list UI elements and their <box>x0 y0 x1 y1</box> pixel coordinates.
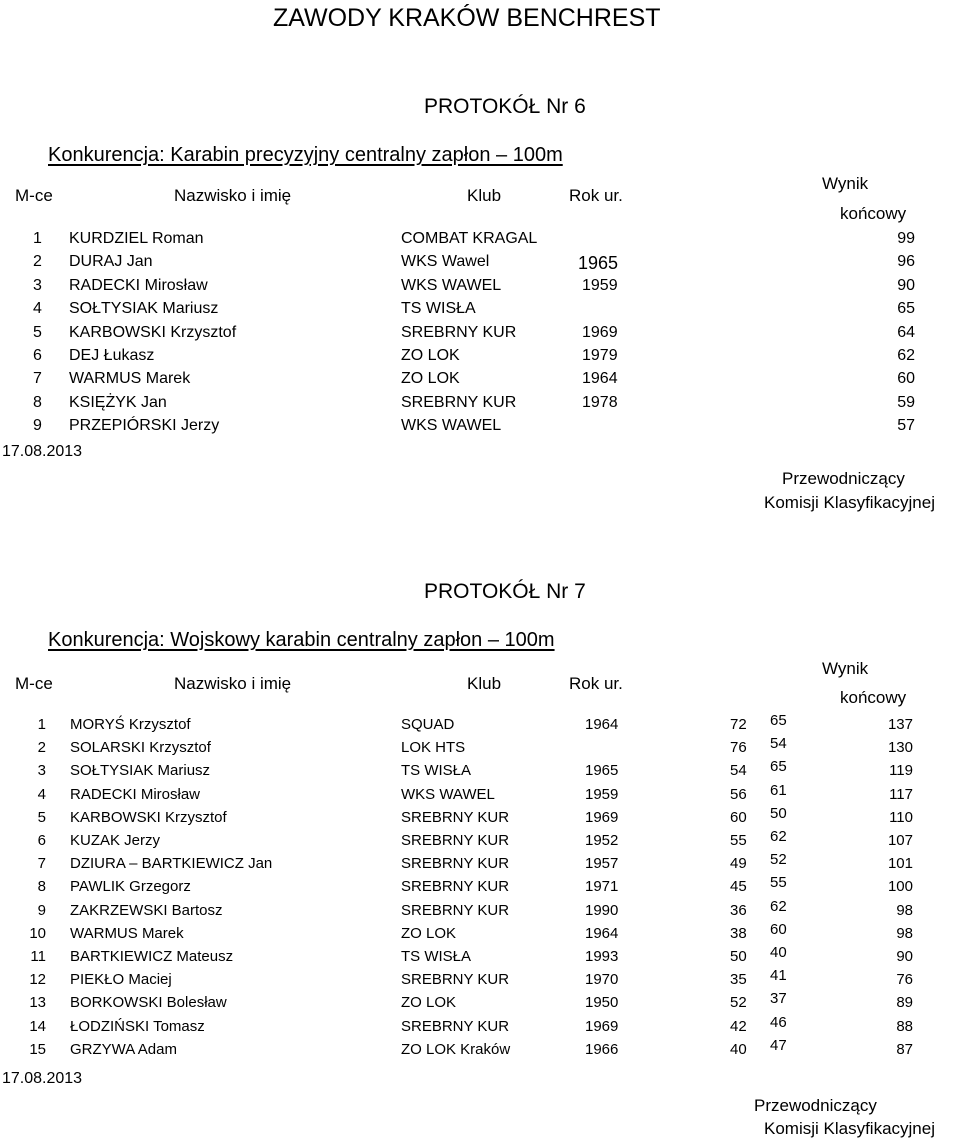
cell-name: SOŁTYSIAK Mariusz <box>69 300 219 318</box>
cell-year: 1964 <box>582 370 618 388</box>
cell-name: KARBOWSKI Krzysztof <box>70 808 227 826</box>
cell-place: 4 <box>33 300 42 318</box>
cell-club: ZO LOK Kraków <box>401 1040 511 1058</box>
cell-place: 3 <box>33 276 42 294</box>
header-name: Nazwisko i imię <box>174 674 292 693</box>
cell-score-1: 40 <box>730 1040 747 1058</box>
cell-year: 1959 <box>582 276 618 294</box>
cell-result: 119 <box>889 762 913 780</box>
cell-name: KURDZIEL Roman <box>69 230 204 247</box>
cell-name: RADECKI Mirosław <box>70 785 201 803</box>
cell-score-1: 72 <box>730 716 747 733</box>
cell-name: PAWLIK Grzegorz <box>70 878 191 896</box>
cell-place: 8 <box>37 878 46 896</box>
cell-club: WKS WAWEL <box>401 276 502 294</box>
cell-club: TS WISŁA <box>401 762 472 780</box>
cell-place: 5 <box>37 808 46 826</box>
cell-year: 1969 <box>585 1017 619 1035</box>
protocol-6-signature-committee: Komisji Klasyfikacyjnej <box>764 493 935 512</box>
cell-place: 8 <box>33 393 42 411</box>
cell-name: SOLARSKI Krzysztof <box>70 739 211 757</box>
header-result-line1: Wynik <box>822 659 869 678</box>
cell-name: PIEKŁO Maciej <box>70 971 172 989</box>
header-year: Rok ur. <box>569 674 623 693</box>
cell-result: 87 <box>896 1040 913 1058</box>
cell-result: 137 <box>887 716 913 733</box>
cell-year: 1993 <box>585 948 619 965</box>
cell-result: 76 <box>896 971 913 989</box>
protocol-7-heading: PROTOKÓŁ Nr 7 <box>424 580 586 603</box>
cell-year: 1979 <box>582 347 618 364</box>
cell-result: 90 <box>897 276 915 294</box>
protocol-6-date: 17.08.2013 <box>2 443 83 460</box>
cell-year: 1952 <box>585 832 619 849</box>
cell-club: SREBRNY KUR <box>401 832 510 849</box>
cell-club: SREBRNY KUR <box>401 901 510 919</box>
cell-name: BARTKIEWICZ Mateusz <box>70 948 234 965</box>
cell-score-2: 62 <box>770 897 787 915</box>
cell-score-2: 55 <box>770 874 787 892</box>
cell-year: 1965 <box>578 253 619 274</box>
cell-place: 5 <box>33 323 42 341</box>
cell-name: GRZYWA Adam <box>70 1040 177 1058</box>
cell-name: ZAKRZEWSKI Bartosz <box>70 901 223 919</box>
cell-score-2: 52 <box>770 851 787 869</box>
cell-place: 14 <box>29 1017 46 1035</box>
cell-result: 57 <box>897 417 915 435</box>
header-result-line1: Wynik <box>822 174 869 193</box>
cell-year: 1990 <box>585 901 619 919</box>
cell-score-2: 65 <box>770 712 787 729</box>
cell-place: 9 <box>33 417 42 435</box>
cell-club: SREBRNY KUR <box>401 323 517 341</box>
cell-year: 1965 <box>585 762 619 780</box>
cell-score-1: 52 <box>730 994 747 1012</box>
cell-place: 6 <box>33 347 42 364</box>
cell-result: 130 <box>887 739 913 757</box>
cell-score-2: 62 <box>770 828 787 845</box>
cell-club: SREBRNY KUR <box>401 971 510 989</box>
cell-name: KARBOWSKI Krzysztof <box>69 323 237 341</box>
cell-result: 96 <box>897 253 915 271</box>
header-club: Klub <box>467 186 502 205</box>
cell-place: 11 <box>30 948 46 965</box>
header-place: M-ce <box>15 186 53 205</box>
cell-name: BORKOWSKI Bolesław <box>70 994 227 1012</box>
protocol-6-signature-title: Przewodniczący <box>782 469 905 488</box>
cell-score-2: 54 <box>770 735 787 753</box>
cell-result: 65 <box>897 300 915 318</box>
cell-year: 1957 <box>585 855 619 873</box>
cell-name: MORYŚ Krzysztof <box>70 716 191 733</box>
cell-club: LOK HTS <box>401 739 466 757</box>
cell-result: 59 <box>897 393 915 411</box>
cell-name: WARMUS Marek <box>69 370 191 388</box>
cell-score-2: 37 <box>770 990 787 1008</box>
cell-place: 15 <box>29 1040 46 1058</box>
cell-score-2: 41 <box>770 967 787 985</box>
cell-place: 10 <box>29 924 46 942</box>
cell-result: 89 <box>896 994 913 1012</box>
cell-score-1: 45 <box>730 878 747 896</box>
cell-place: 6 <box>37 832 46 849</box>
cell-place: 7 <box>33 370 42 388</box>
cell-name: PRZEPIÓRSKI Jerzy <box>69 417 220 435</box>
cell-result: 100 <box>887 878 913 896</box>
cell-club: SREBRNY KUR <box>401 808 510 826</box>
cell-score-1: 60 <box>730 808 747 826</box>
cell-result: 117 <box>889 785 913 803</box>
cell-year: 1964 <box>585 716 619 733</box>
cell-club: SREBRNY KUR <box>401 1017 510 1035</box>
cell-club: SQUAD <box>401 716 455 733</box>
cell-score-1: 54 <box>730 762 747 780</box>
cell-place: 2 <box>33 253 42 271</box>
cell-score-2: 47 <box>770 1036 787 1054</box>
cell-result: 101 <box>887 855 913 873</box>
cell-club: ZO LOK <box>401 994 457 1012</box>
cell-name: DURAJ Jan <box>69 253 153 271</box>
cell-result: 98 <box>896 924 913 942</box>
cell-club: ZO LOK <box>401 924 457 942</box>
cell-year: 1971 <box>585 878 619 896</box>
cell-score-2: 61 <box>770 781 787 799</box>
cell-score-1: 55 <box>730 832 747 849</box>
header-year: Rok ur. <box>569 186 623 205</box>
cell-score-2: 65 <box>770 758 787 776</box>
protocol-7-date: 17.08.2013 <box>2 1070 83 1087</box>
header-place: M-ce <box>15 674 53 693</box>
cell-name: SOŁTYSIAK Mariusz <box>70 762 211 780</box>
cell-club: SREBRNY KUR <box>401 878 510 896</box>
cell-year: 1964 <box>585 924 619 942</box>
cell-score-1: 42 <box>730 1017 747 1035</box>
cell-name: DZIURA – BARTKIEWICZ Jan <box>70 855 273 873</box>
cell-result: 90 <box>896 948 913 965</box>
protocol-6-heading: PROTOKÓŁ Nr 6 <box>424 95 586 118</box>
cell-club: TS WISŁA <box>401 948 472 965</box>
page-title: ZAWODY KRAKÓW BENCHREST <box>273 4 661 32</box>
cell-result: 64 <box>897 323 915 341</box>
cell-year: 1969 <box>582 323 618 341</box>
header-club: Klub <box>467 674 502 693</box>
cell-score-2: 40 <box>770 944 787 961</box>
cell-place: 9 <box>37 901 46 919</box>
cell-result: 107 <box>887 832 913 849</box>
cell-year: 1959 <box>585 785 619 803</box>
cell-result: 88 <box>896 1017 913 1035</box>
cell-year: 1966 <box>585 1040 619 1058</box>
cell-score-2: 60 <box>770 920 787 938</box>
cell-score-1: 38 <box>730 924 747 942</box>
protocol-7-signature-title: Przewodniczący <box>754 1096 877 1115</box>
cell-score-1: 50 <box>730 948 747 965</box>
cell-result: 98 <box>896 901 913 919</box>
cell-year: 1950 <box>585 994 619 1012</box>
cell-year: 1978 <box>582 393 618 411</box>
cell-result: 62 <box>897 347 915 364</box>
header-name: Nazwisko i imię <box>174 186 292 205</box>
cell-year: 1969 <box>585 808 619 826</box>
cell-name: KUZAK Jerzy <box>70 832 161 849</box>
protocol-7-signature-committee: Komisji Klasyfikacyjnej <box>764 1119 935 1138</box>
cell-score-1: 36 <box>730 901 747 919</box>
cell-score-1: 56 <box>730 785 747 803</box>
cell-score-1: 76 <box>730 739 747 757</box>
protocol-6-competition: Konkurencja: Karabin precyzyjny centralny zapłon – 100m <box>48 144 563 166</box>
cell-score-1: 35 <box>730 971 747 989</box>
cell-result: 110 <box>889 808 913 826</box>
cell-name: RADECKI Mirosław <box>69 276 208 294</box>
cell-place: 7 <box>37 855 46 873</box>
cell-name: ŁODZIŃSKI Tomasz <box>70 1017 205 1035</box>
protocol-7-competition: Konkurencja: Wojskowy karabin centralny zapłon – 100m <box>48 629 555 651</box>
cell-result: 99 <box>897 230 915 247</box>
cell-place: 3 <box>37 762 46 780</box>
cell-place: 2 <box>37 739 46 757</box>
cell-club: ZO LOK <box>401 347 460 364</box>
cell-club: WKS WAWEL <box>401 417 502 435</box>
cell-place: 13 <box>29 994 46 1012</box>
cell-club: WKS WAWEL <box>401 785 495 803</box>
cell-name: WARMUS Marek <box>70 924 184 942</box>
cell-score-2: 50 <box>770 804 787 822</box>
cell-score-2: 46 <box>770 1013 787 1031</box>
cell-club: COMBAT KRAGAL <box>401 230 538 247</box>
cell-place: 1 <box>37 716 46 733</box>
cell-club: SREBRNY KUR <box>401 855 510 873</box>
cell-result: 60 <box>897 370 915 388</box>
header-result-line2: końcowy <box>840 204 907 223</box>
cell-club: TS WISŁA <box>401 300 476 318</box>
cell-place: 4 <box>37 785 46 803</box>
cell-score-1: 49 <box>730 855 747 873</box>
cell-club: SREBRNY KUR <box>401 393 517 411</box>
cell-place: 12 <box>29 971 46 989</box>
cell-club: ZO LOK <box>401 370 460 388</box>
header-result-line2: końcowy <box>840 688 907 707</box>
cell-year: 1970 <box>585 971 619 989</box>
cell-club: WKS Wawel <box>401 253 490 271</box>
cell-name: KSIĘŻYK Jan <box>69 393 167 411</box>
cell-place: 1 <box>33 230 42 247</box>
cell-name: DEJ Łukasz <box>69 347 155 364</box>
